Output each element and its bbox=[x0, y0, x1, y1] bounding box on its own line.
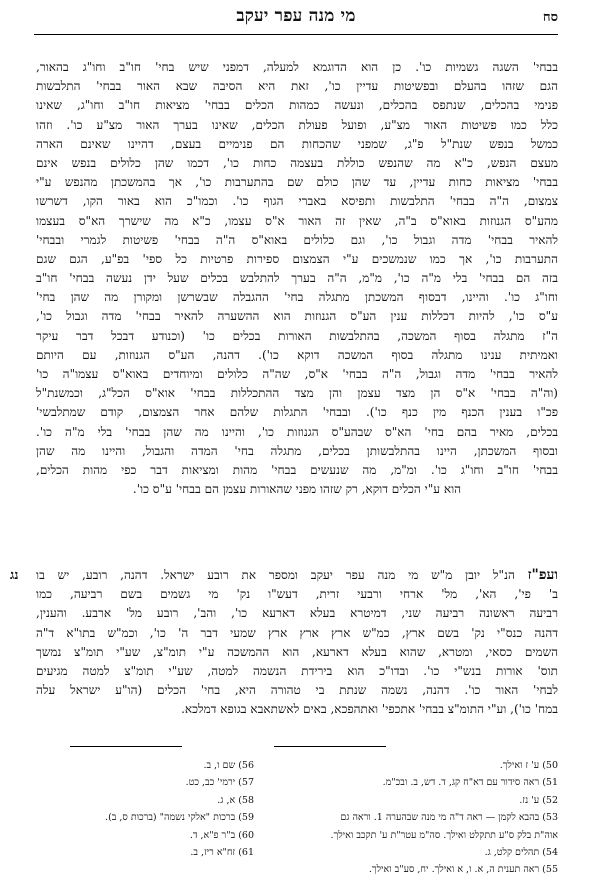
footnote: 60) ב"ר פ"א, ד. bbox=[189, 829, 254, 841]
paragraph-line: בכלים, מאיר בהם בחי' הא"ס שבהע"ס הגנוזות כו', והיינו מה שהן בבחי' בלי מ"ה כו'. bbox=[36, 424, 558, 439]
footnote: 50) ע' ז ואילך. bbox=[499, 760, 558, 771]
paragraph-line: מעצם הנפש, כ"א מה שהנפש כוללת בעצמה כחות כו', דכמו שהן כלולים בנפש אינם bbox=[36, 155, 558, 170]
footnotes-left-column bbox=[104, 757, 254, 861]
footnote-rule-right bbox=[274, 746, 386, 747]
paragraph-line: ב' פי', הא', מל' ארחי ורבעי זרית, דעש"ו נק' מי גשמים בשם רביעה, כמו bbox=[36, 587, 558, 602]
footnote: 61) זח"א ריז, ב. bbox=[190, 846, 254, 858]
footnotes-right-column bbox=[298, 757, 558, 879]
paragraph-line: בבחי' השגה גשמיות כו'. כן הוא הדוגמא למעלה, דמפני שיש בחי' חו"ב וחו"ג בהאור, bbox=[36, 60, 558, 74]
section-margin-number: נג bbox=[10, 568, 19, 583]
paragraph-line: כמשל בנפש שנת"ל פ"ג, שמפני שהכחות הם פנימיים בעצם, דהיינו שאינם הארה bbox=[36, 136, 558, 151]
paragraph-line: בבחי' חו"ב וחו"ג כו'. ומ"מ, מה שנעשים בבחי' מהות ומציאות דבר כפי מהות הכלים, bbox=[36, 462, 558, 477]
footnote: 56) שם ו, ב. bbox=[203, 760, 254, 771]
first-line-text: הנ"ל יובן מ"ש מי מנה עפר יעקב ומספר את רובע ישראל. דהנה, רובע, יש בו bbox=[36, 568, 515, 582]
paragraph-line: צמצום, ה"ה בבחי' התלבשות ותפיסא באברי הגוף כו'. וכמו"כ הוא באור הקו, דשרשו bbox=[36, 194, 558, 209]
footnote: 52) ע' נז. bbox=[519, 794, 558, 806]
paragraph-line: ע"ס כו', להיות דכללות ענין הע"ס הגנוזות הוא ההשערה להאיר בבחי' מדה וגבול כו', bbox=[36, 309, 558, 324]
paragraph-line: (וה"ה בבחי' א"ס הן מצד עצמן והן מצד ההתכללות בבחי' אוא"ס הכל"ג, וכמשנת"ל bbox=[36, 386, 558, 401]
footnote: 51) ראה סידור עם דא"ח קג, ד. דש, ב. ובכ"מ. bbox=[382, 777, 558, 789]
paragraph-line: ה"ז מתגלה בסוף המשכה, בהתלבשות האורות בכלים כו' (וכנודע דבכל דבר עיקר bbox=[36, 328, 558, 343]
paragraph-line: וחו"ג כו'. והיינו, דבסוף המשכתן מתגלה בחי' ההגבלה שבשרשן ומקורן מה שהן בחי' bbox=[36, 290, 558, 305]
paragraph-line: הגם שזהו בהעלם ובפשיטות עדיין כו', זאת היא הסיבה שבא האור בבחי' התלבשות bbox=[36, 79, 558, 94]
footnote: 55) ראה תענית ה, א. ו, א ואילך. יח, סע"ב ואילך. bbox=[368, 864, 558, 876]
paragraph-line: להאיר בבחי' מדה וגבול, ה"ה בבחי' א"ס, שה"ה כלולים ומיוחדים באוא"ס עצמו"ה כו' bbox=[36, 367, 558, 381]
paragraph-line: לבחי' האור כו'. דהנה, נשמה שנתת בי טהורה היא, בחי' הכלים (הו"ע ישראל עלה bbox=[36, 683, 558, 698]
paragraph-main bbox=[36, 58, 558, 499]
footnote: 59) ברכות "אלקי נשמה" (ברכות ס, ב). bbox=[105, 812, 254, 824]
paragraph-line: השמים כסאי, ומטרא, שהוא בעלא דארעא, הוא ההמשכה ע"י תומ"צ, שע"י תומ"צ נמשך bbox=[36, 644, 558, 659]
paragraph-line: להאיר בבחי' מדה וגבול כו', וגם כלולים באוא"ס ה"ה בבחי' פשיטות לגמרי ובבחי' bbox=[36, 232, 558, 247]
footnote: 53) בהבא לקמן — ראה ד"ה מי מנה שבהערה 1. וראה גם bbox=[340, 812, 558, 824]
paragraph-line: בבחי' מציאות כחות עדיין, עד שהן כולם שם בהתערבות כו', אך בהמשכתן מהנפש ע"י bbox=[36, 175, 558, 190]
paragraph-line: תוס' אורות בנש"י כו'. ובדו"כ הוא בירידת הנשמה למטה, שע"י תומ"צ למטה מגיעים bbox=[36, 663, 558, 678]
paragraph-line: כלל כמו פשיטות האור מצ"ע, ופועל פעולת הכלים, שאינו בערך האור מצ"ע כו'. וזהו bbox=[36, 117, 558, 132]
running-title: מי מנה עפר יעקב bbox=[236, 6, 356, 26]
footnote: 57) ירמי' כב, כט. bbox=[185, 777, 254, 789]
footnote-rule-left bbox=[70, 746, 182, 747]
paragraph-line bbox=[36, 566, 558, 585]
footnote: 54) תהלים קלט, ג. bbox=[484, 846, 558, 858]
paragraph-line: מהע"ס הגנוזות באוא"ס ב"ה, שאין זה האור א"ס עצמו, כ"א מה שישרך הא"ס בעצמו bbox=[36, 213, 558, 228]
paragraph-line: פנימי בהכלים, שנתפס בהכלים, ונעשה כמהות הכלים בבחי' מציאות חו"ב וחו"ג, שאינו bbox=[36, 98, 558, 113]
paragraph-line: ואמיתית ענינו מתגלה בסוף המשכה דוקא כו'). דהנה, הע"ס הגנוזות, עם היותם bbox=[36, 347, 558, 362]
paragraph-line: רביעה ראשונה רביעה שני, דמיטרא בעלא דארעא כו', והב', רובע מל' ארבע. והענין, bbox=[36, 606, 558, 621]
paragraph-line: ובסוף המשכתן, היינו בהתלבשותן בכלים, מתגלה בחי' המדה והגבול, והיינו מה שהן bbox=[36, 443, 558, 458]
paragraph-line: הוא ע"י הכלים דוקא, רק שזהו מפני שהאורות עצמן הם בבחי' ע"ס כו'. bbox=[132, 482, 462, 497]
paragraph-line: התערבות כו', אך כמו שנמשכים ע"י הצמצום ספירות פרטיות כל ספי' בפ"ע, הגם שגם bbox=[36, 251, 558, 266]
lead-word: ועפ"ז bbox=[527, 567, 558, 583]
paragraph-line: בזה הם בבחי' בלי מ"ה כו', מ"מ, ה"ה בערך להתלבש בכלים שעל ידן נעשה בבחי' חו"ב bbox=[36, 271, 558, 286]
paragraph-line: במח' כו'), וע"י התומ"צ בבחי' אתכפי' ואתהפכא, באים לאשתאבא בגופא דמלכא. bbox=[181, 702, 558, 717]
header-rule bbox=[34, 34, 558, 35]
footnote: 58) א, ג. bbox=[217, 794, 254, 806]
paragraph-section-53 bbox=[36, 566, 558, 720]
paragraph-line: דהנה כנס"י נק' בשם ארץ, כמ"ש ארץ ארץ ארץ שמעי דבר ה' כו', וכמ"ש בתו"א ד"ה bbox=[36, 625, 558, 640]
footnote: אוה"ת בלק ס"ע תתקלט ואילך. סה"מ עטר"ת ע' תקכב ואילך. bbox=[330, 829, 558, 841]
page-header bbox=[34, 6, 558, 32]
paragraph-line: פכ"ו בענין הכנף מין כנף כו'). ובבחי' התגלות שלהם אחר הצמצום, קודם שמתלבשי' bbox=[36, 405, 558, 420]
page-number: סח bbox=[542, 10, 558, 25]
